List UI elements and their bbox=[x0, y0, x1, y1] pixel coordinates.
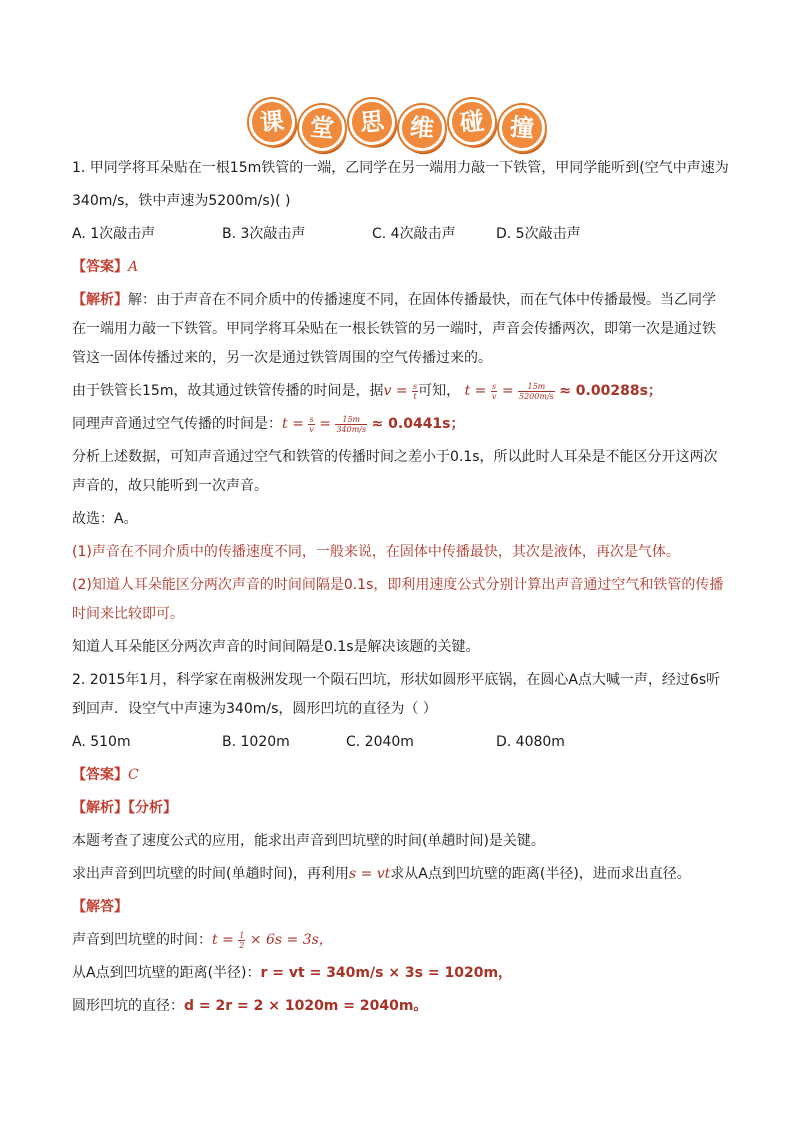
q1-stem-line-1: 1. 甲同学将耳朵贴在一根15m铁管的一端，乙同学在另一端用力敲一下铁管，甲同学能听到(空气中声速为 bbox=[72, 160, 729, 176]
q2-step-1 bbox=[72, 930, 730, 951]
fraction-num: 15m bbox=[518, 382, 555, 392]
q1-choice: 故选：A。 bbox=[72, 511, 138, 527]
fraction-num: s bbox=[309, 414, 314, 424]
q1-key-point: 知道人耳朵能区分两次声音的时间间隔是0.1s是解决该题的关键。 bbox=[72, 639, 480, 655]
formula-v: v = bbox=[383, 383, 408, 399]
banner-char: 课 bbox=[247, 97, 298, 148]
q2-option-a: A. 510m bbox=[72, 734, 131, 750]
calc-text: 可知， bbox=[418, 383, 461, 399]
banner-char: 思 bbox=[347, 97, 398, 148]
q1-note-1: (1)声音在不同介质中的传播速度不同，一般来说，在固体中传播最快，其次是液体，再次是气体。 bbox=[72, 544, 680, 560]
fraction-den: 5200m/s bbox=[519, 391, 554, 401]
fraction-num: 15m bbox=[335, 415, 367, 425]
formula-t: t = bbox=[212, 932, 234, 948]
q2-analysis-line-2 bbox=[72, 864, 730, 885]
formula: d = 2r = 2 × 1020m = 2040m。 bbox=[184, 998, 428, 1014]
q1-answer bbox=[72, 257, 730, 278]
q1-analysis-line-1 bbox=[72, 290, 730, 311]
analysis-text: 求从A点到凹坑壁的距离(半径)，进而求出直径。 bbox=[390, 866, 691, 882]
calc-result: ≈ 0.00288s； bbox=[559, 383, 662, 399]
q1-option-d: D. 5次敲击声 bbox=[496, 226, 581, 242]
q2-analysis-heading: 【解析】【分析】 bbox=[72, 800, 177, 816]
q2-stem-line-1: 2. 2015年1月，科学家在南极洲发现一个陨石凹坑，形状如圆形平底锅，在圆心A点大喊一声，经过6s听 bbox=[72, 672, 721, 688]
q2-analysis-line-1: 本题考查了速度公式的应用，能求出声音到凹坑壁的时间(单趟时间)是关键。 bbox=[72, 833, 545, 849]
answer-tag: 【答案】 bbox=[72, 767, 128, 783]
fraction-num: s bbox=[492, 381, 497, 391]
banner-char: 碰 bbox=[447, 97, 498, 148]
fraction bbox=[518, 382, 555, 401]
q2-option-c: C. 2040m bbox=[346, 734, 414, 750]
q1-stem-line-2: 340m/s，铁中声速为5200m/s)( ) bbox=[72, 193, 291, 209]
analysis-text: 求出声音到凹坑壁的时间(单趟时间)，再利用 bbox=[72, 866, 349, 882]
formula: s = vt bbox=[348, 866, 391, 882]
q1-option-a: A. 1次敲击声 bbox=[72, 226, 156, 242]
q1-conclusion-line-1: 分析上述数据，可知声音通过空气和铁管的传播时间之差小于0.1s，所以此时人耳朵是不能区分开这两次 bbox=[72, 449, 718, 465]
step-text: 声音到凹坑壁的时间： bbox=[72, 932, 212, 948]
banner-char: 堂 bbox=[297, 103, 347, 153]
formula-t: t = bbox=[282, 416, 304, 432]
q1-calc-air: 同理声音通过空气传播的时间是：t = $\frac{s}{v}$ = $\frac{15m}{340m/s}$ ≈ 0.0441s； bbox=[72, 414, 465, 434]
step-text: 从A点到凹坑壁的距离(半径)： bbox=[72, 965, 261, 981]
q2-step-3 bbox=[72, 996, 730, 1017]
fraction-den: v bbox=[491, 391, 497, 401]
banner-char: 撞 bbox=[497, 103, 547, 153]
q2-option-d: D. 4080m bbox=[496, 734, 565, 750]
formula-t: t = bbox=[464, 383, 487, 399]
q2-option-b: B. 1020m bbox=[222, 734, 290, 750]
fraction bbox=[308, 415, 315, 434]
q1-options bbox=[72, 224, 730, 245]
answer-value: A bbox=[128, 259, 139, 275]
calc-result: ≈ 0.0441s； bbox=[371, 416, 465, 432]
q1-note-2-line-2: 时间来比较即可。 bbox=[72, 606, 184, 622]
q1-conclusion-line-2: 声音的，故只能听到一次声音。 bbox=[72, 478, 268, 494]
formula: r = vt = 340m/s × 3s = 1020m， bbox=[260, 965, 513, 981]
fraction bbox=[335, 415, 367, 434]
fraction-den: t bbox=[413, 391, 417, 401]
q2-options bbox=[72, 732, 730, 753]
q2-stem-line-2: 到回声．设空气中声速为340m/s，圆形凹坑的直径为（ ） bbox=[72, 701, 437, 717]
q1-option-b: B. 3次敲击声 bbox=[222, 226, 306, 242]
analysis-tag: 【解析】 bbox=[72, 292, 128, 308]
q1-analysis-line-2: 在一端用力敲一下铁管。甲同学将耳朵贴在一根长铁管的另一端时，声音会传播两次，即第一次是通过铁 bbox=[72, 321, 716, 337]
fraction-num: 1 bbox=[239, 930, 245, 940]
q2-solve-heading: 【解答】 bbox=[72, 899, 128, 915]
q2-answer bbox=[72, 765, 730, 786]
q1-calc-iron: 由于铁管长15m，故其通过铁管传播的时间是，据v = $\frac{s}{t}$ 可知， t = $\frac{s}{v}$ = $\frac{15m}{5200m/s}$ ≈ 0.00288s； bbox=[72, 381, 662, 401]
answer-tag: 【答案】 bbox=[72, 259, 128, 275]
q2-step-2 bbox=[72, 963, 730, 984]
answer-value: C bbox=[128, 767, 139, 783]
fraction-num: s bbox=[413, 381, 418, 391]
fraction bbox=[491, 382, 498, 401]
banner-char: 维 bbox=[397, 103, 447, 153]
calc-text: 由于铁管长15m，故其通过铁管传播的时间是，据 bbox=[72, 383, 384, 399]
fraction-den: 340m/s bbox=[336, 424, 367, 434]
q1-analysis-line-3: 管这一固体传播过来的，另一次是通过铁管周围的空气传播过来的。 bbox=[72, 350, 492, 366]
fraction-den: v bbox=[309, 424, 314, 434]
calc-text: 同理声音通过空气传播的时间是： bbox=[72, 416, 282, 432]
fraction-den: 2 bbox=[239, 940, 245, 950]
section-banner bbox=[0, 102, 794, 150]
document-body bbox=[72, 158, 730, 1029]
q1-note-2-line-1: (2)知道人耳朵能区分两次声音的时间间隔是0.1s，即利用速度公式分别计算出声音通过空气和铁管的传播 bbox=[72, 577, 724, 593]
analysis-text: 解：由于声音在不同介质中的传播速度不同，在固体传播最快，而在气体中传播最慢。当乙同学 bbox=[128, 292, 716, 308]
q1-option-c: C. 4次敲击声 bbox=[372, 226, 456, 242]
step-text: 圆形凹坑的直径： bbox=[72, 998, 184, 1014]
fraction bbox=[238, 931, 245, 950]
formula-rest: × 6s = 3s， bbox=[249, 932, 333, 948]
